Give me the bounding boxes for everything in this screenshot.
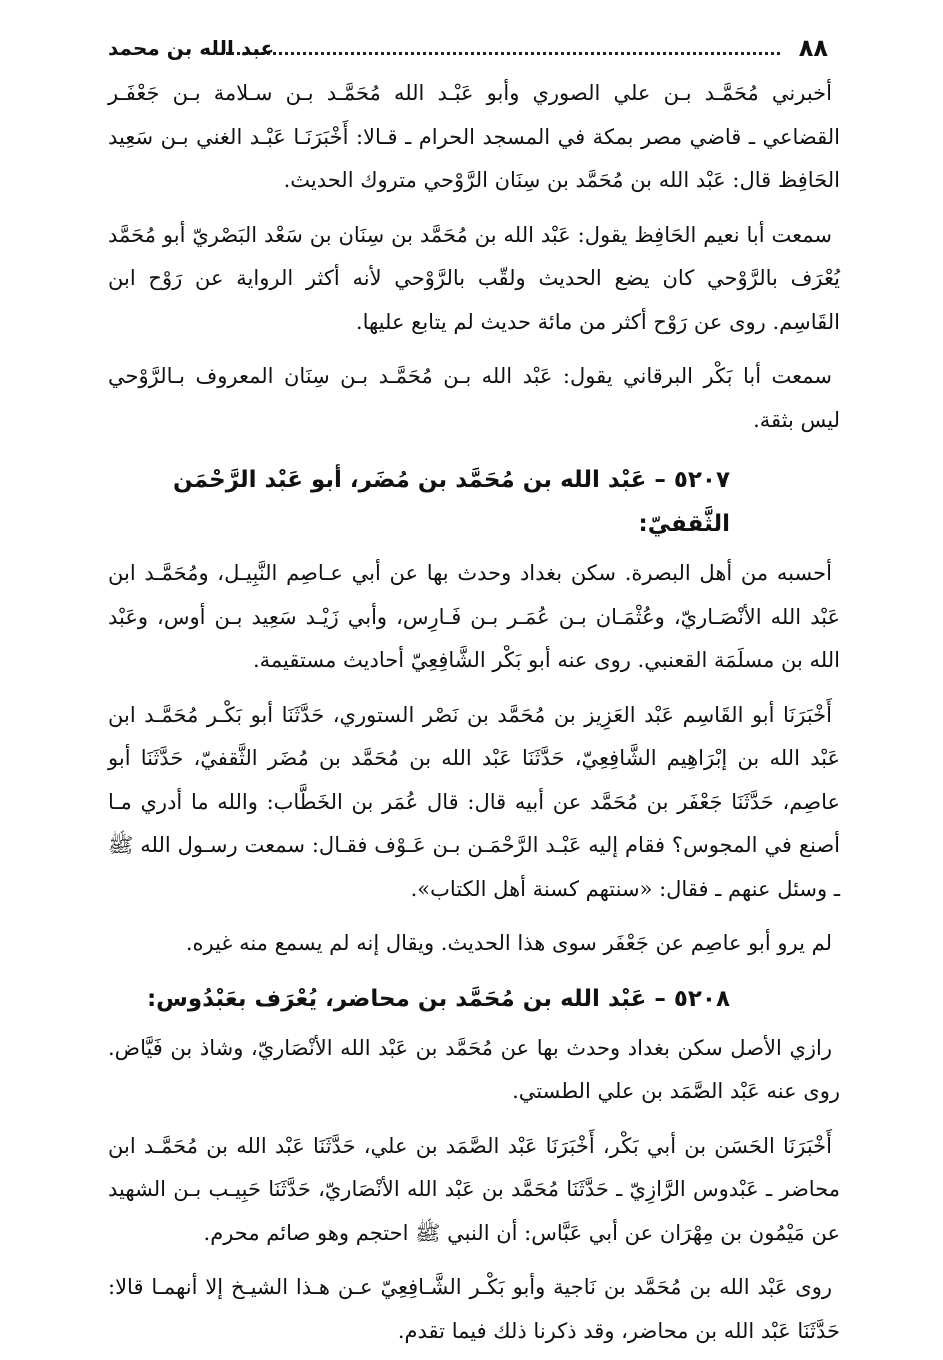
- entry-heading-5207: ٥٢٠٧ – عَبْد الله بن مُحَمَّد بن مُضَر، أبو عَبْد الرَّحْمَن الثَّقفيّ:: [173, 467, 730, 537]
- paragraph: أَخْبَرَنَا أبو القَاسِم عَبْد العَزِيز بن مُحَمَّد بن نَصْر الستوري، حَدَّثَنَا أبو بَكْـر مُحَمَّـد ابن عَبْد الله بن إبْرَاهِيم الشَّافِعِيّ، حَدَّثَنَا عَبْد الله بن مُحَمَّد بن مُضَر الثَّقفيّ، حَدَّثَنَا أبو عاصِم، حَدَّثَنَا جَعْفَر بن مُحَمَّد عن أبيه قال: قال عُمَر بن الخَطَّاب: والله ما أدري مـا أصنع في المجوس؟ فقام إليه عَبْـد الرَّحْمَـن بـن عَـوْف فقـال: سمعت رسـول الله ﷺ ـ وسئل عنهم ـ فقال: «سنتهم كسنة أهل الكتاب».: [108, 702, 840, 901]
- paragraph: رازي الأصل سكن بغداد وحدث بها عن مُحَمَّد بن عَبْد الله الأنْصَاريّ، وشاذ بن فَيَّاض. روى عنه عَبْد الصَّمَد بن علي الطستي.: [108, 1035, 840, 1103]
- paragraph: سمعت أبا بَكْر البرقاني يقول: عَبْد الله بـن مُحَمَّـد بـن سِنَان المعروف بـالرَّوْحي ليس بثقة.: [108, 364, 840, 432]
- paragraph: سمعت أبا نعيم الحَافِظ يقول: عَبْد الله بن مُحَمَّد بن سِنَان بن سَعْد البَصْريّ أبو مُحَمَّد يُعْرَف بالرَّوْحي كان يضع الحديث ولقّب بالرَّوْحي لأنه أكثر الرواية عن رَوْح ابن القَاسِم. روى عن رَوْح أكثر من مائة حديث لم يتابع عليها.: [108, 222, 840, 334]
- running-title: عبد الله بن محمد: [108, 36, 275, 60]
- paragraph: أخبرني مُحَمَّـد بـن علي الصوري وأبو عَبْـد الله مُحَمَّـد بـن سـلامة بـن جَعْفَـر القضاعي ـ قاضي مصر بمكة في المسجد الحرام ـ قـالا: أَخْبَرَنَـا عَبْـد الغني بـن سَعِيد الحَافِظ قال: عَبْد الله بن مُحَمَّد بن سِنَان الرَّوْحي متروك الحديث.: [108, 81, 840, 192]
- paragraph: روى عَبْد الله بن مُحَمَّد بن نَاجية وأبو بَكْـر الشَّـافِعِيّ عـن هـذا الشيـخ إلا أنهمـا قالا: حَدَّثَنَا عَبْد الله بن محاضر، وقد ذكرنا ذلك فيما تقدم.: [108, 1275, 840, 1343]
- paragraph: لم يرو أبو عاصِم عن جَعْفَر سوى هذا الحديث. ويقال إنه لم يسمع منه غيره.: [185, 931, 832, 955]
- paragraph: أَخْبَرَنَا الحَسَن بن أبي بَكْر، أَخْبَرَنَا عَبْد الصَّمَد بن علي، حَدَّثَنَا عَبْد الله بن مُحَمَّـد ابن محاضر ـ عَبْدوس الرَّازِيّ ـ حَدَّثَنَا مُحَمَّد بن عَبْد الله الأنْصَاريّ، حَدَّثَنَا حَبِيـب بـن الشهيد عن مَيْمُون بن مِهْرَان عن أبي عَبَّاس: أن النبي ﷺ احتجم وهو صائم محرم.: [108, 1133, 840, 1245]
- entry-heading-5208: ٥٢٠٨ – عَبْد الله بن مُحَمَّد بن محاضر، يُعْرَف بعَبْدُوس:: [146, 985, 730, 1012]
- paragraph: أحسبه من أهل البصرة. سكن بغداد وحدث بها عن أبي عـاصِم النَّبِيـل، ومُحَمَّـد ابن عَبْد الله الأنْصَـاريّ، وعُثْمَـان بـن عُمَـر بـن فَـارِس، وأبي زَيْـد سَعِيد بـن أوس، وعَبْد الله بن مسلَمَة القعنبي. روى عنه أبو بَكْر الشَّافِعِيّ أحاديث مستقيمة.: [108, 561, 840, 672]
- page-body: [108, 72, 840, 1353]
- page-number: ٨٨: [798, 34, 828, 62]
- page-header: [108, 30, 828, 70]
- header-dotted-leader: [226, 52, 780, 55]
